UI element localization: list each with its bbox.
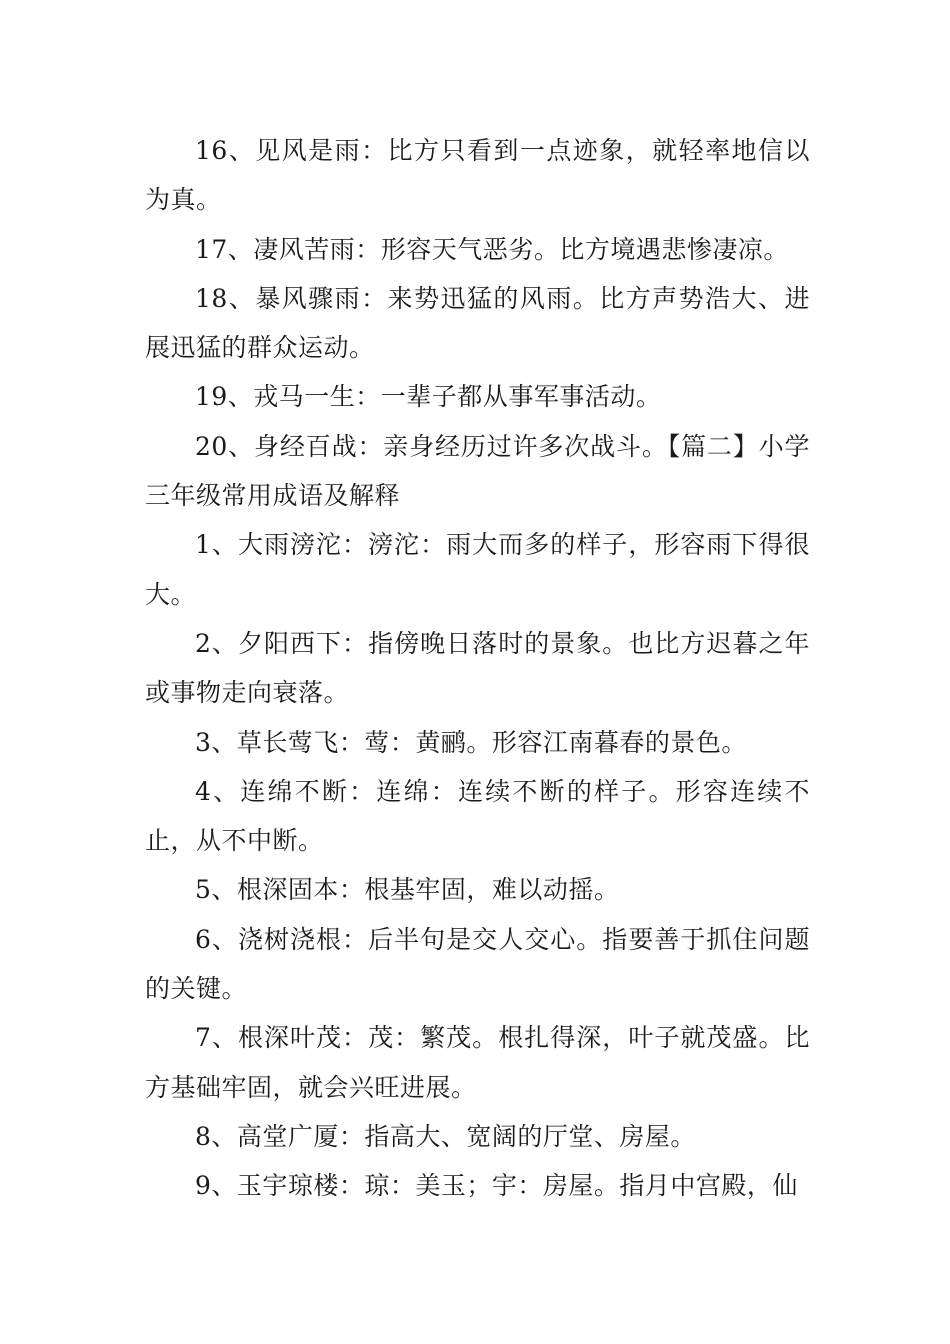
paragraph-idiom-4: 4、连绵不断：连绵：连续不断的样子。形容连续不止，从不中断。 [145, 776, 810, 856]
paragraph-idiom-16: 16、见风是雨：比方只看到一点迹象，就轻率地信以为真。 [145, 136, 810, 215]
paragraph-idiom-18: 18、暴风骤雨：来势迅猛的风雨。比方声势浩大、进展迅猛的群众运动。 [145, 283, 810, 363]
paragraph-idiom-3: 3、草长莺飞：莺：黄鹂。形容江南暮春的景色。 [195, 727, 747, 757]
paragraph-idiom-1: 1、大雨滂沱：滂沱：雨大而多的样子，形容雨下得很大。 [145, 530, 810, 609]
paragraph-idiom-19: 19、戎马一生：一辈子都从事军事活动。 [195, 382, 662, 412]
paragraph-idiom-7: 7、根深叶茂：茂：繁茂。根扎得深，叶子就茂盛。比方基础牢固，就会兴旺进展。 [145, 1023, 810, 1102]
paragraph-idiom-2: 2、夕阳西下：指傍晚日落时的景象。也比方迟暮之年或事物走向衰落。 [145, 628, 810, 708]
paragraph-idiom-20: 20、身经百战：亲身经历过许多次战斗。【篇二】小学三年级常用成语及解释 [145, 431, 810, 511]
paragraph-idiom-6: 6、浇树浇根：后半句是交人交心。指要善于抓住问题的关键。 [145, 924, 810, 1004]
paragraph-idiom-5: 5、根深固本：根基牢固，难以动摇。 [195, 875, 620, 905]
paragraph-idiom-9: 9、玉宇琼楼：琼：美玉；宇：房屋。指月中宫殿，仙 [195, 1171, 798, 1201]
paragraph-idiom-8: 8、高堂广厦：指高大、宽阔的厅堂、房屋。 [195, 1121, 696, 1151]
document-body [145, 126, 810, 1211]
paragraph-idiom-17: 17、凄风苦雨：形容天气恶劣。比方境遇悲惨凄凉。 [195, 234, 789, 264]
